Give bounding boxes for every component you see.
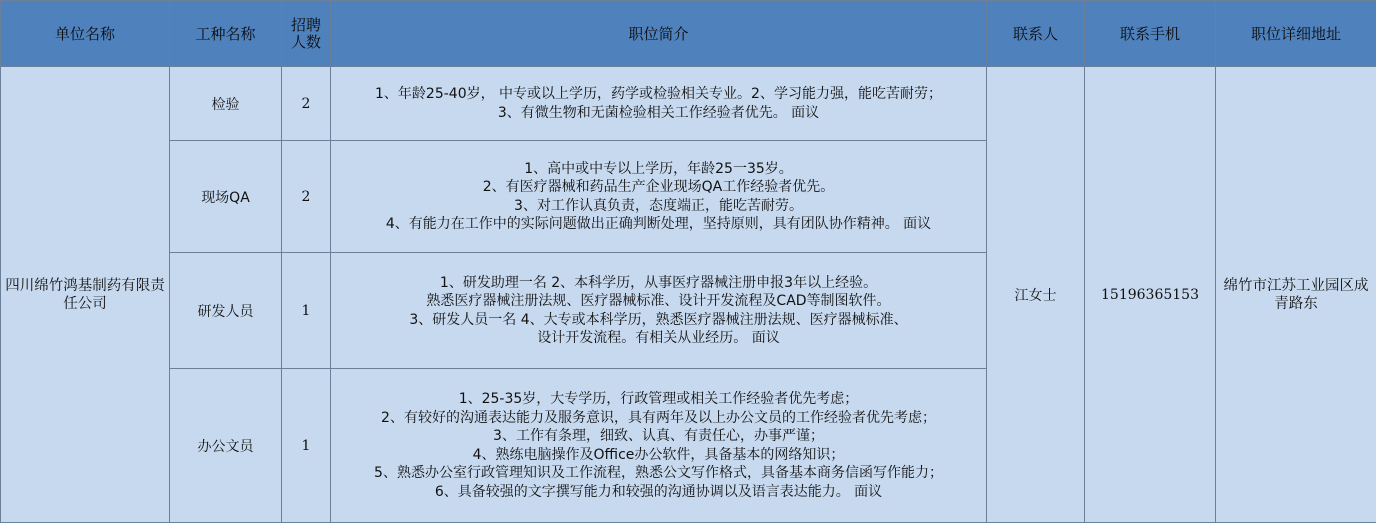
address-cell: 绵竹市江苏工业园区成青路东 [1216, 67, 1376, 523]
header-description: 职位简介 [331, 1, 987, 67]
job-title-cell: 办公文员 [170, 369, 282, 523]
count-cell: 1 [282, 369, 331, 523]
header-phone: 联系手机 [1085, 1, 1216, 67]
description-line: 设计开发流程。有相关从业经历。 面议 [537, 330, 780, 346]
job-title-cell: 检验 [170, 67, 282, 141]
description-line: 6、具备较强的文字撰写能力和较强的沟通协调以及语言表达能力。 面议 [434, 483, 883, 500]
description-line: 4、有能力在工作中的实际问题做出正确判断处理，坚持原则，具有团队协作精神。 面议 [385, 216, 932, 232]
header-count: 招聘人数 [282, 1, 331, 67]
phone-cell: 15196365153 [1085, 67, 1216, 523]
description-cell [331, 67, 987, 141]
description-line: 2、有较好的沟通表达能力及服务意识，具有两年及以上办公文员的工作经验者优先考虑； [381, 409, 936, 426]
company-name-cell: 四川绵竹鸿基制药有限责任公司 [1, 67, 170, 523]
description-cell [331, 141, 987, 253]
description-line: 4、熟练电脑操作及Office办公软件，具备基本的网络知识； [472, 446, 845, 463]
description-line: 3、工作有条理，细致、认真、有责任心，办事严谨； [493, 428, 824, 444]
description-line: 2、有医疗器械和药品生产企业现场QA工作经验者优先。 [482, 179, 835, 195]
count-cell: 1 [282, 253, 331, 369]
description-cell [331, 253, 987, 369]
count-cell: 2 [282, 141, 331, 253]
description-line: 3、研发人员一名 4、大专或本科学历，熟悉医疗器械注册法规、医疗器械标准、 [409, 311, 908, 328]
header-company: 单位名称 [1, 1, 170, 67]
job-title-cell: 研发人员 [170, 253, 282, 369]
description-line: 1、年龄25-40岁， 中专或以上学历，药学或检验相关专业。2、学习能力强，能吃苦耐劳； [375, 86, 942, 102]
table-row [1, 67, 1376, 141]
description-line: 1、研发助理一名 2、本科学历，从事医疗器械注册申报3年以上经验。 [439, 274, 878, 291]
description-line: 5、熟悉办公室行政管理知识及工作流程，熟悉公文写作格式，具备基本商务信函写作能力； [374, 465, 943, 481]
header-row [1, 1, 1376, 67]
header-contact: 联系人 [987, 1, 1085, 67]
description-cell [331, 369, 987, 523]
description-line: 3、有微生物和无菌检验相关工作经验者优先。 面议 [497, 104, 820, 121]
header-job-title: 工种名称 [170, 1, 282, 67]
count-cell: 2 [282, 67, 331, 141]
header-address: 职位详细地址 [1216, 1, 1376, 67]
description-line: 3、对工作认真负责，态度端正，能吃苦耐劳。 [514, 197, 803, 214]
job-title-cell: 现场QA [170, 141, 282, 253]
description-line: 1、25-35岁，大专学历，行政管理或相关工作经验者优先考虑； [458, 391, 859, 407]
description-line: 熟悉医疗器械注册法规、医疗器械标准、设计开发流程及CAD等制图软件。 [426, 293, 891, 309]
contact-cell: 江女士 [987, 67, 1085, 523]
description-line: 1、高中或中专以上学历，年龄25一35岁。 [524, 160, 793, 177]
